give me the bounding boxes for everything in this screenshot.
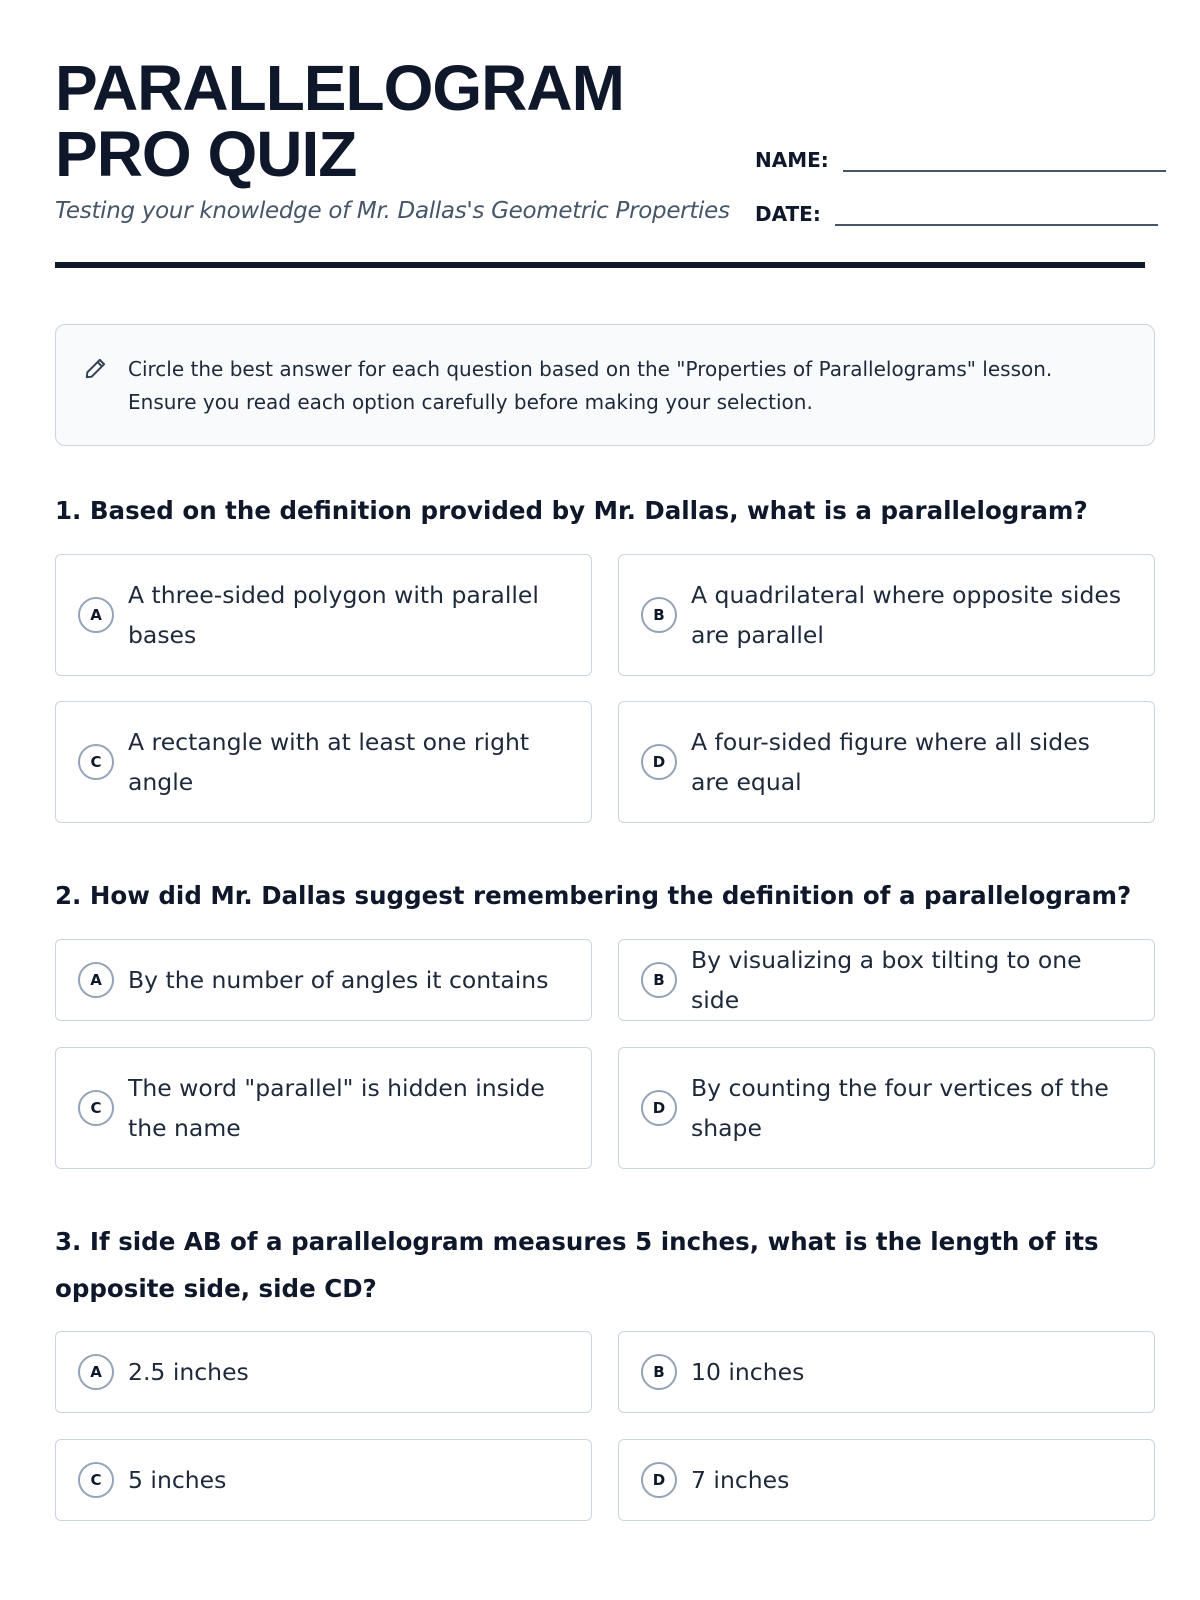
q1-option-a[interactable] (55, 554, 592, 676)
date-field (755, 200, 1158, 226)
q1-option-b[interactable] (618, 554, 1155, 676)
q1-option-d[interactable] (618, 701, 1155, 823)
question-1-title: 1. Based on the definition provided by Mr. Dallas, what is a parallelogram? (55, 496, 1088, 525)
option-letter-badge: D (641, 1462, 677, 1498)
option-letter-badge: B (641, 597, 677, 633)
option-letter-badge: A (78, 597, 114, 633)
option-letter-badge: B (641, 962, 677, 998)
option-text: 2.5 inches (128, 1358, 249, 1386)
q3-option-a[interactable] (55, 1331, 592, 1413)
date-line[interactable] (835, 200, 1158, 226)
name-label: NAME: (755, 148, 829, 172)
option-text: A four-sided figure where all sides are equal (691, 728, 1090, 796)
option-text: A rectangle with at least one right angle (128, 728, 530, 796)
q2-option-b[interactable] (618, 939, 1155, 1021)
title-line-2: PRO QUIZ (55, 118, 357, 190)
page-title (55, 52, 624, 190)
pencil-icon (83, 355, 109, 381)
option-text: 7 inches (691, 1466, 790, 1494)
name-line[interactable] (843, 146, 1166, 172)
option-letter-badge: A (78, 962, 114, 998)
option-text: By counting the four vertices of the shape (691, 1074, 1109, 1142)
option-letter-badge: B (641, 1354, 677, 1390)
instructions-box (55, 324, 1155, 446)
instructions-text: Circle the best answer for each question based on the "Properties of Parallelograms" lesson. Ensure you read each option carefully before making your selection. (128, 357, 1053, 414)
option-letter-badge: C (78, 1090, 114, 1126)
date-label: DATE: (755, 202, 821, 226)
q3-option-c[interactable] (55, 1439, 592, 1521)
option-letter-badge: D (641, 1090, 677, 1126)
q2-option-c[interactable] (55, 1047, 592, 1169)
option-text: 5 inches (128, 1466, 227, 1494)
name-field (755, 146, 1166, 172)
quiz-header (55, 0, 1145, 270)
option-text: A quadrilateral where opposite sides are parallel (691, 581, 1122, 649)
q2-option-d[interactable] (618, 1047, 1155, 1169)
page-subtitle: Testing your knowledge of Mr. Dallas's Geometric Properties (55, 198, 730, 224)
question-2-title: 2. How did Mr. Dallas suggest remembering the definition of a parallelogram? (55, 881, 1132, 910)
option-text: By the number of angles it contains (128, 966, 549, 994)
option-letter-badge: D (641, 744, 677, 780)
title-line-1: PARALLELOGRAM (55, 52, 624, 124)
q2-option-a[interactable] (55, 939, 592, 1021)
option-letter-badge: A (78, 1354, 114, 1390)
option-text: The word "parallel" is hidden inside the name (128, 1074, 545, 1142)
option-letter-badge: C (78, 744, 114, 780)
option-text: A three-sided polygon with parallel bases (128, 581, 539, 649)
q1-option-c[interactable] (55, 701, 592, 823)
q3-option-d[interactable] (618, 1439, 1155, 1521)
option-letter-badge: C (78, 1462, 114, 1498)
q3-option-b[interactable] (618, 1331, 1155, 1413)
header-divider (55, 262, 1145, 268)
question-3-title: 3. If side AB of a parallelogram measures 5 inches, what is the length of its opposite side, side CD? (55, 1227, 1099, 1303)
option-text: By visualizing a box tilting to one side (691, 946, 1082, 1014)
option-text: 10 inches (691, 1358, 805, 1386)
